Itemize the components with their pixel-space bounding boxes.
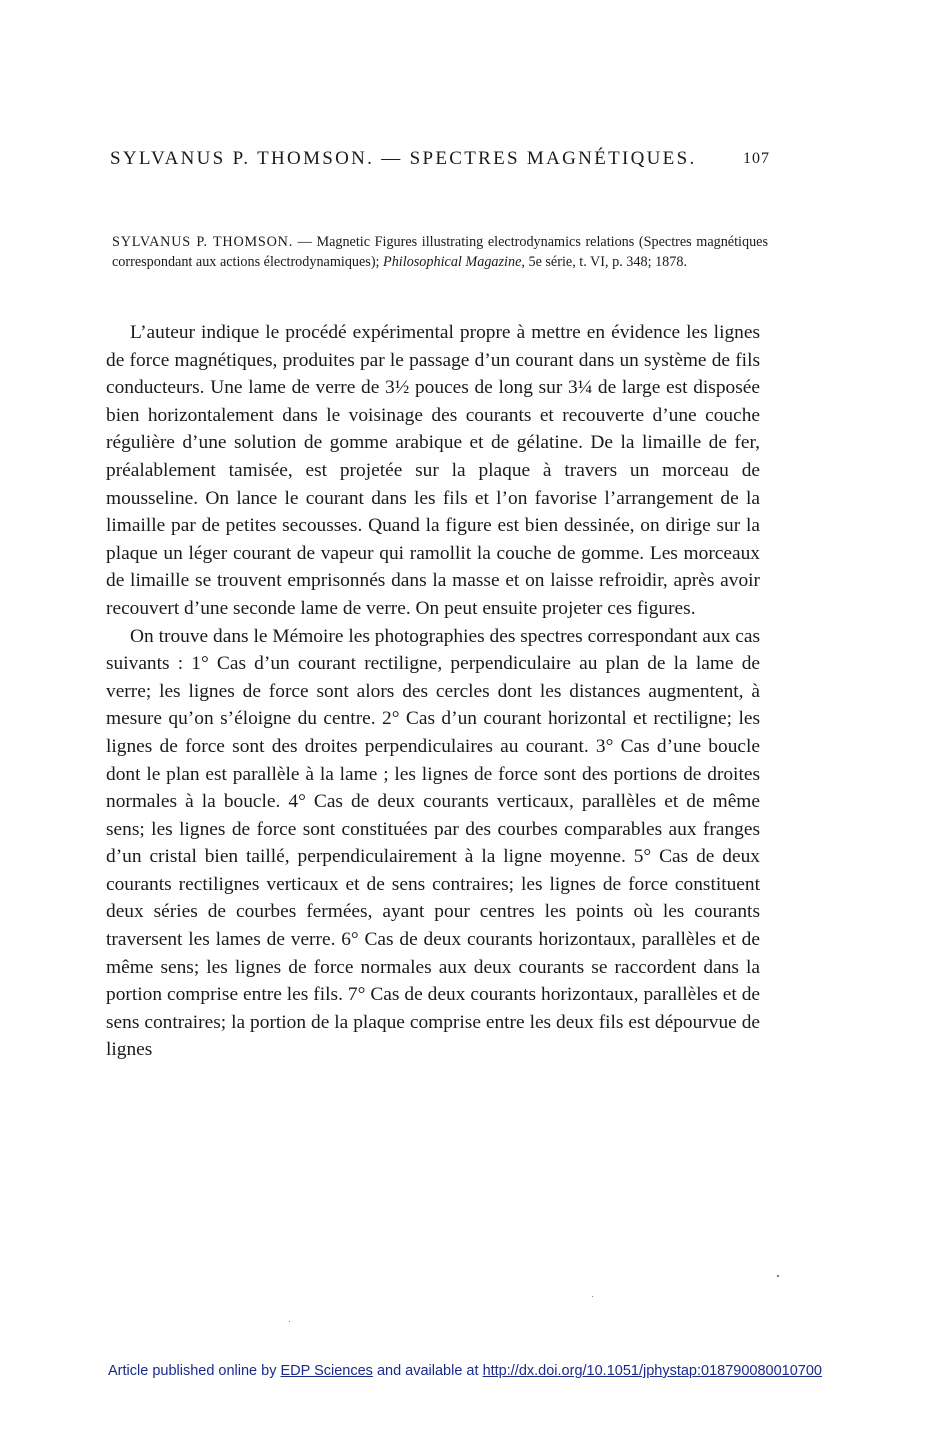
scan-speck	[289, 1321, 290, 1322]
doi-link[interactable]: http://dx.doi.org/10.1051/jphystap:018790080010700	[482, 1363, 822, 1379]
citation-details: 5e série, t. VI, p. 348; 1878.	[524, 254, 688, 270]
citation-journal: Philosophical Magazine,	[383, 254, 525, 270]
scan-speck	[777, 1275, 779, 1277]
publication-footer	[0, 1363, 930, 1379]
page-number: 107	[743, 150, 770, 167]
footer-middle: and available at	[372, 1363, 483, 1379]
scan-speck	[592, 1296, 593, 1297]
edp-sciences-link[interactable]: EDP Sciences	[280, 1363, 373, 1379]
citation-description: Magnetic Figures illustrating electrodynamics relations (Spectres magnétiques correspondant aux actions électrodynamiques);	[112, 234, 768, 270]
article-body	[106, 319, 760, 1064]
bibliographic-citation	[112, 232, 768, 272]
paragraph-procedure: L’auteur indique le procédé expérimental propre à mettre en évidence les lignes de force magnétiques, produites par le passage d’un courant dans un système de fils conducteurs. Une lame de verre de 3½ pouces de long sur 3¼ de large est disposée bien horizontalement dans le voisinage des courants et recouverte d’une couche régulière d’une solution de gomme arabique et de gélatine. De la limaille de fer, préalablement tamisée, est projetée sur la plaque à travers un morceau de mousseline. On lance le courant dans les fils et l’on favorise l’arrangement de la limaille par de petites secousses. Quand la figure est bien dessinée, on dirige sur la plaque un léger courant de vapeur qui ramollit la couche de gomme. Les morceaux de limaille se trouvent emprisonnés dans la masse et on laisse refroidir, après avoir recouvert d’une seconde lame de verre. On peut ensuite projeter ces figures.	[106, 322, 760, 619]
paragraph-cases: On trouve dans le Mémoire les photographies des spectres correspondant aux cas suivants : 1° Cas d’un courant rectiligne, perpendiculaire au plan de la lame de verre; les lignes de force sont alors des cercles dont les distances augmentent, à mesure qu’on s’éloigne du centre. 2° Cas d’un courant horizontal et rectiligne; les lignes de force sont des droites perpendiculaires au courant. 3° Cas d’une boucle dont le plan est parallèle à la lame ; les lignes de force sont des portions de droites normales à la boucle. 4° Cas de deux courants verticaux, parallèles et de même sens; les lignes de force sont constituées par des courbes comparables aux franges d’un cristal bien taillé, perpendiculairement à la ligne moyenne. 5° Cas de deux courants rectilignes verticaux et de sens contraires; les lignes de force constituent deux séries de courbes fermées, ayant pour centres les points où les courants traversent les lames de verre. 6° Cas de deux courants horizontaux, parallèles et de même sens; les lignes de force normales aux deux courants se raccordent dans la portion comprise entre les fils. 7° Cas de deux courants horizontaux, parallèles et de sens contraires; la portion de la plaque comprise entre les deux fils est dépourvue de lignes	[106, 625, 760, 1061]
footer-prefix: Article published online by	[108, 1363, 281, 1379]
citation-author: SYLVANUS P. THOMSON.	[112, 234, 294, 250]
citation-dash: —	[293, 234, 317, 250]
running-title: SYLVANUS P. THOMSON. — SPECTRES MAGNÉTIQUES.	[110, 148, 697, 169]
running-head	[110, 148, 770, 170]
